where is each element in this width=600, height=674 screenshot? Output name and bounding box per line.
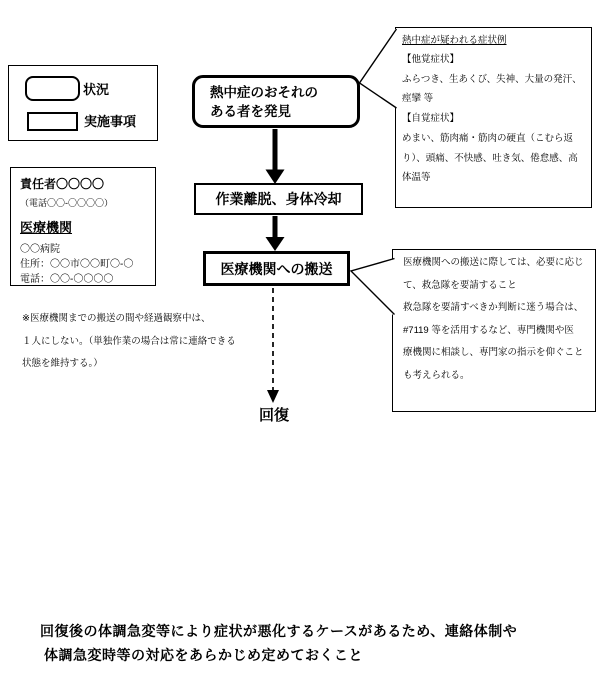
arrow-down-1 — [266, 129, 285, 184]
transport-line: 救急隊を要請すべきか判断に迷う場合は、 — [403, 302, 584, 314]
symptoms-line: 体温等 — [402, 172, 431, 184]
legend-rect-shape — [27, 112, 78, 131]
note-line: １人にしない。（単独作業の場合は常に連絡できる — [22, 335, 236, 347]
legend-situation-label: 状況 — [83, 82, 110, 97]
callout-wedge-transport — [351, 259, 395, 315]
note-line: 状態を維持する。） — [22, 358, 103, 369]
detect-line2: ある者を発見 — [210, 103, 291, 119]
symptoms-line: ふらつき、生あくび、失神、大量の発汗、 — [402, 73, 582, 85]
transport-line: 療機関に相談し、専門家の指示を仰ぐこと — [403, 347, 584, 359]
flow-node-recovery: 回復 — [258, 407, 289, 424]
detect-line1: 熱中症のおそれの — [210, 84, 318, 100]
arrow-down-2 — [266, 216, 285, 251]
manager-name: 責任者〇〇〇〇 — [20, 177, 105, 191]
transport-line: て、救急隊を要請すること — [403, 279, 517, 291]
observation-note — [22, 308, 422, 376]
symptoms-line: 痙攣 等 — [402, 93, 434, 105]
flow-node-transport-to-medical: 医療機関への搬送 — [203, 251, 350, 286]
hospital-name: 〇〇病院 — [20, 244, 60, 255]
hospital-phone: 電話：〇〇-〇〇〇〇 — [20, 274, 114, 285]
medical-institution-heading: 医療機関 — [20, 220, 73, 235]
symptoms-title: 熱中症が疑われる症状例 — [402, 35, 507, 46]
hospital-address: 住所：〇〇市〇〇町〇-〇 — [20, 259, 134, 270]
legend-box — [8, 65, 158, 141]
transport-line: も考えられる。 — [403, 369, 470, 381]
note-line: ※医療機関までの搬送の間や経過観察中は、 — [22, 313, 211, 324]
legend-rounded-shape — [25, 76, 80, 101]
manager-phone: （電話〇〇-〇〇〇〇） — [20, 198, 113, 208]
transport-guidance-callout-box — [392, 249, 596, 412]
footer-guidance-line2: 体調急変時等の対応をあらかじめ定めておくこと — [44, 647, 363, 663]
symptoms-line: 【他覚症状】 — [402, 54, 460, 65]
contact-info-box — [10, 167, 156, 286]
flow-node-remove-and-cool: 作業離脱、身体冷却 — [194, 183, 363, 215]
symptoms-callout-box — [395, 27, 592, 208]
flow-node-detect-person — [192, 75, 360, 128]
footer-guidance-line1: 回復後の体調急変等により症状が悪化するケースがあるため、連絡体制や — [40, 623, 518, 639]
symptoms-line: 【自覚症状】 — [402, 113, 460, 125]
transport-line: #7119 等を活用するなど、専門機関や医 — [403, 324, 574, 336]
callout-wedge-symptoms — [360, 29, 397, 108]
symptoms-line: めまい、筋肉痛・筋肉の硬直（こむら返 — [402, 132, 574, 144]
transport-line: 医療機関への搬送に際しては、必要に応じ — [403, 257, 584, 268]
legend-action-label: 実施事項 — [84, 114, 137, 129]
symptoms-line: り）、頭痛、不快感、吐き気、倦怠感、高 — [402, 152, 578, 164]
